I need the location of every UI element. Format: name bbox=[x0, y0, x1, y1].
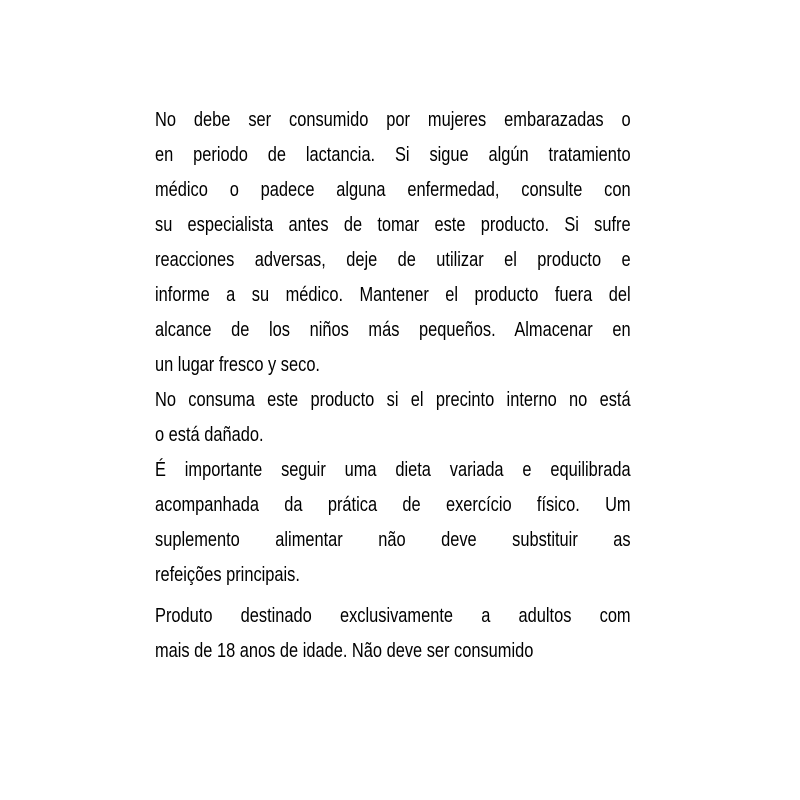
text-line: Produto destinado exclusivamente a adultos com bbox=[155, 605, 631, 627]
text-line: No debe ser consumido por mujeres embarazadas o bbox=[155, 109, 631, 131]
text-line: É importante seguir uma dieta variada e equilibrada bbox=[155, 459, 631, 481]
warning-text-block bbox=[155, 103, 631, 669]
paragraph-pt-adults bbox=[155, 599, 631, 669]
paragraph-pt-diet bbox=[155, 453, 631, 593]
text-line: refeições principais. bbox=[155, 564, 300, 586]
paragraph-es-warning bbox=[155, 103, 631, 383]
text-line: acompanhada da prática de exercício físico. Um bbox=[155, 494, 631, 516]
text-line: un lugar fresco y seco. bbox=[155, 354, 320, 376]
text-line: su especialista antes de tomar este producto. Si sufre bbox=[155, 214, 631, 236]
text-line: médico o padece alguna enfermedad, consulte con bbox=[155, 179, 631, 201]
text-line: No consuma este producto si el precinto interno no está bbox=[155, 389, 631, 411]
text-line: informe a su médico. Mantener el producto fuera del bbox=[155, 284, 631, 306]
paragraph-es-seal bbox=[155, 383, 631, 453]
text-line: alcance de los niños más pequeños. Almacenar en bbox=[155, 319, 631, 341]
text-line: mais de 18 anos de idade. Não deve ser consumido bbox=[155, 640, 534, 662]
text-line: suplemento alimentar não deve substituir as bbox=[155, 529, 631, 551]
text-line: en periodo de lactancia. Si sigue algún tratamiento bbox=[155, 144, 631, 166]
text-line: reacciones adversas, deje de utilizar el producto e bbox=[155, 249, 631, 271]
text-line: o está dañado. bbox=[155, 424, 264, 446]
